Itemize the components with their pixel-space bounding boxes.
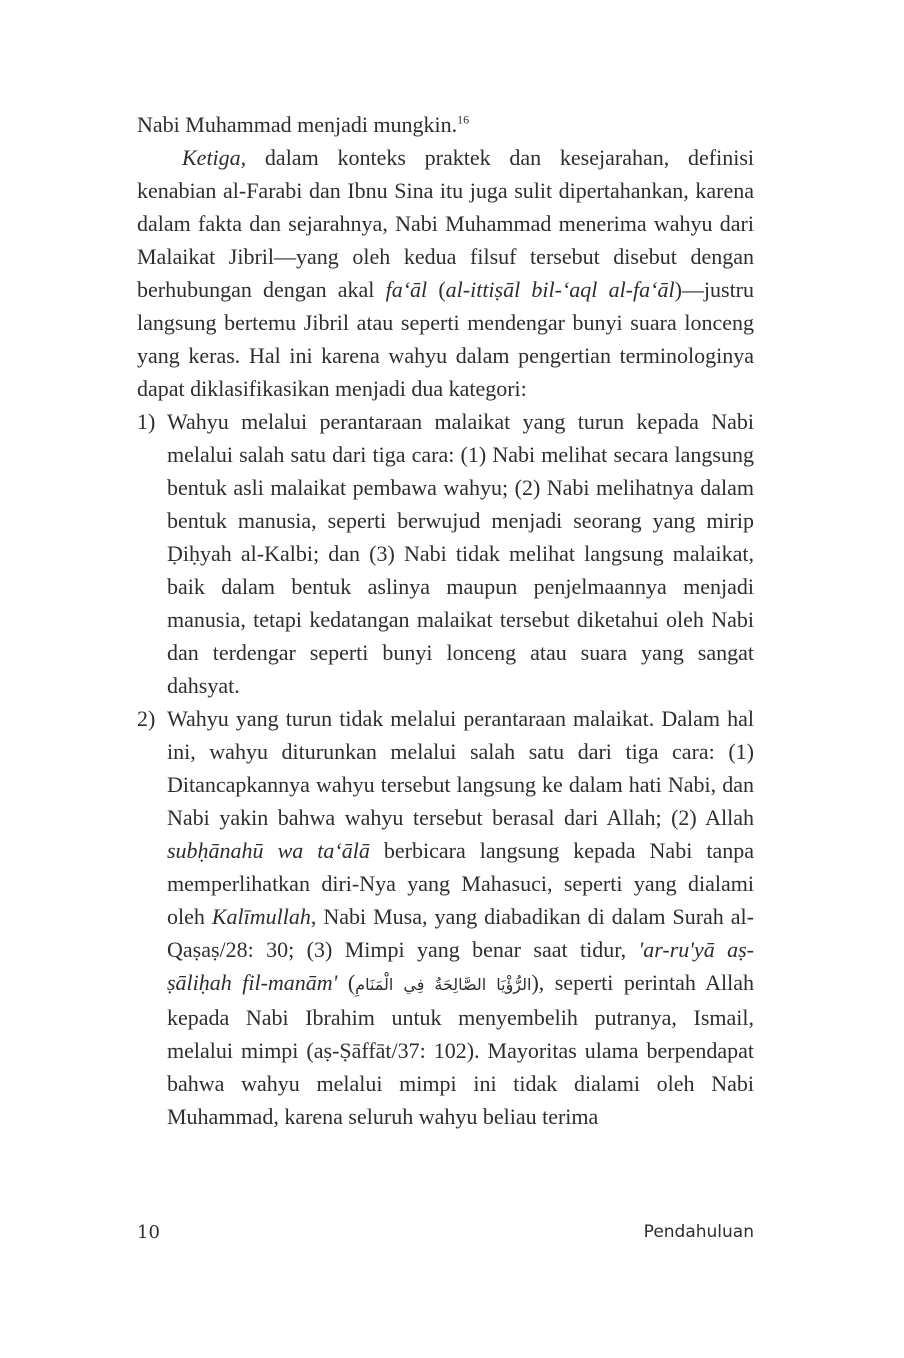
list-marker: 2) [137, 706, 156, 731]
list-item-1 [137, 405, 754, 702]
list-item-text: Wahyu yang turun tidak melalui perantaraan malaikat. Dalam hal ini, wahyu diturunkan melalui salah satu dari tiga cara: (1) Ditancapkannya wahyu tersebut langsung ke dalam hati Nabi, dan Nabi yakin bahwa wahyu tersebut berasal dari Allah; (2) Allah [167, 706, 754, 830]
term-al-ittisal: al-ittiṣāl bil-‘aql al-fa‘āl [445, 277, 675, 302]
paragraph-continuation [137, 108, 754, 141]
page-body [137, 108, 754, 1133]
list-item-text: ), seperti perintah Allah kepada Nabi Ibrahim untuk menyembelih putranya, Ismail, melalui mimpi (aṣ-Ṣāffāt/37: 102). Mayoritas ulama berpendapat bahwa wahyu melalui mimpi ini tidak dialami oleh Nabi Muhammad, karena seluruh wahyu beliau terima [167, 970, 755, 1129]
page-number: 10 [137, 1222, 160, 1243]
list-item-2 [137, 702, 754, 1133]
paragraph-text: Nabi Muhammad menjadi mungkin. [137, 112, 458, 137]
paragraph-text: ( [427, 277, 446, 302]
paragraph-text: , dalam konteks praktek dan kesejarahan, definisi kenabian al-Farabi dan Ibnu Sina itu juga sulit dipertahankan, karena dalam fakta dan sejarahnya, Nabi Muhammad menerima wahyu dari Malaikat Jibril—yang oleh kedua filsuf tersebut disebut dengan berhubungan dengan akal [137, 145, 754, 302]
term-faal: fa‘āl [385, 277, 428, 302]
paragraph-text: )—justru langsung bertemu Jibril atau seperti mendengar bunyi suara lonceng yang keras. Hal ini karena wahyu dalam pengertian terminologinya dapat diklasifikasikan menjadi dua kategori: [137, 277, 755, 401]
footnote-reference[interactable]: 16 [457, 112, 470, 127]
list-marker: 1) [137, 409, 156, 434]
arabic-phrase: الرُّؤْيَا الصَّالِحَةُ فِي الْمَنَامِ [355, 975, 532, 994]
list-item-text: ( [337, 970, 356, 995]
list-item-text: , Nabi Musa, yang diabadikan di dalam Surah al-Qaṣaṣ/28: 30; (3) Mimpi yang benar saat tidur, [167, 904, 754, 962]
list-item-text: Wahyu melalui perantaraan malaikat yang turun kepada Nabi melalui salah satu dari tiga cara: (1) Nabi melihat secara langsung bentuk asli malaikat pembawa wahyu; (2) Nabi melihatnya dalam bentuk manusia, seperti berwujud menjadi seorang yang mirip Ḍiḥyah al-Kalbi; dan (3) Nabi tidak melihat langsung malaikat, baik dalam bentuk aslinya maupun penjelmaannya menjadi manusia, tetapi kedatangan malaikat tersebut diketahui oleh Nabi dan terdengar seperti bunyi lonceng atau suara yang sangat dahsyat. [167, 409, 754, 698]
paragraph-ketiga [137, 141, 754, 405]
revelation-categories-list [137, 405, 754, 1133]
running-title: Pendahuluan [643, 1222, 754, 1242]
term-subhanahu: subḥānahū wa ta‘ālā [167, 838, 370, 863]
list-item-text: berbicara langsung kepada Nabi tanpa memperlihatkan diri-Nya yang Mahasuci, seperti yang dialami oleh [167, 838, 754, 929]
emphasis-ketiga: Ketiga [182, 145, 241, 170]
term-ar-ruya: 'ar-ru'yā aṣ-ṣāliḥah fil-manām' [167, 937, 755, 995]
term-kalimullah: Kalīmullah [211, 904, 311, 929]
